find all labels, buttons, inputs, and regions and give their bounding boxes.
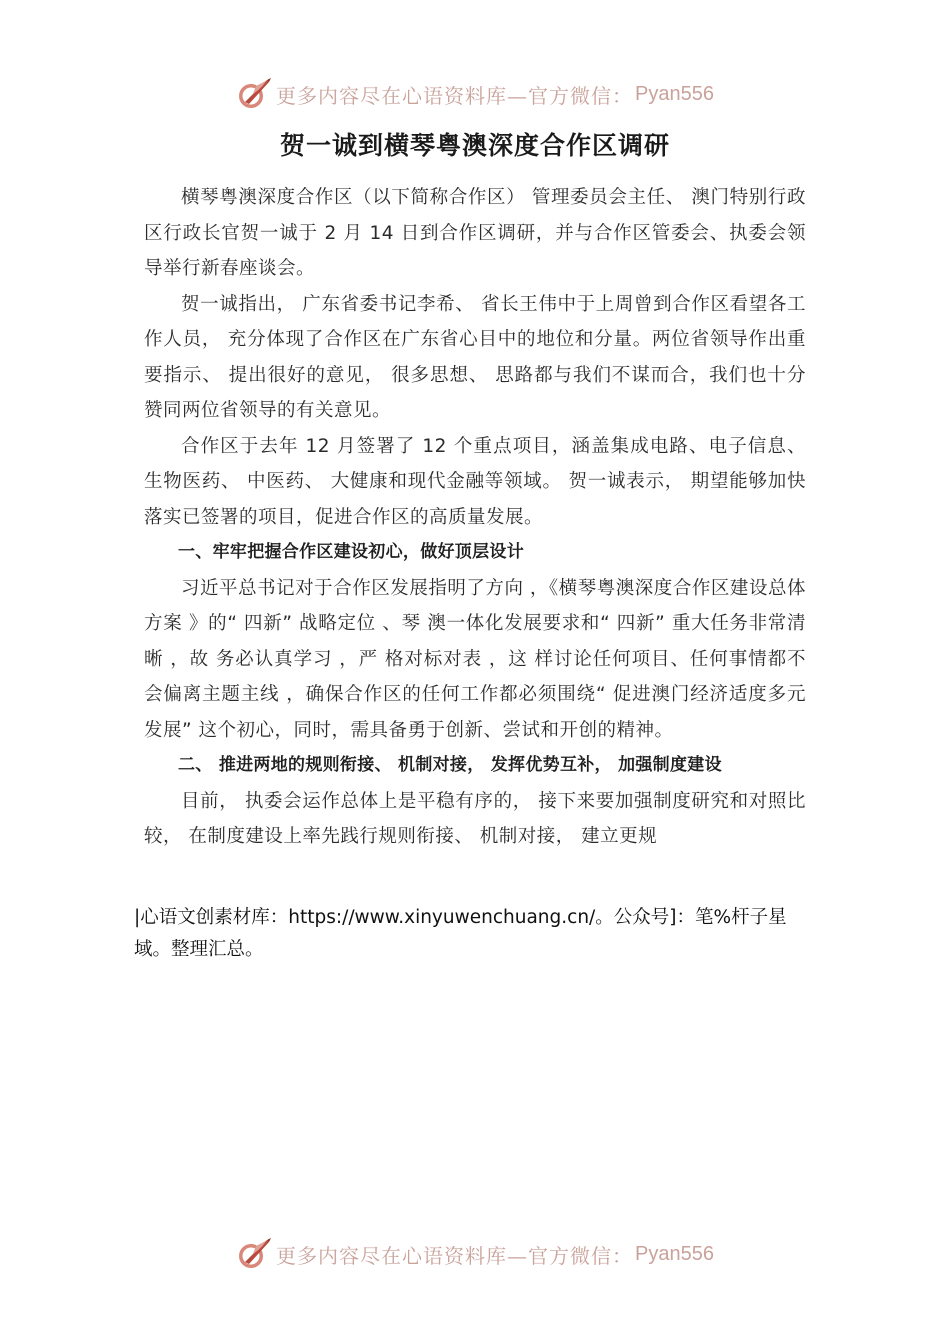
page-title: 贺一诚到横琴粤澳深度合作区调研 [279, 131, 670, 160]
document-body [144, 180, 806, 855]
section-1-text: 习近平总书记对于合作区发展指明了方向 ，《横琴粤澳深度合作区建设总体方案 》的“ 四新” 战略定位 、琴 澳一体化发展要求和“ 四新” 重大任务非常清晰 ，故 务必认真学习 ，严 格对标对表 ，这 样讨论任何项目、任何事情都不会偏离主题主线 ，确保合作区的任何工作都必须围绕“ 促进澳门经济适度多元发展” 这个初心，同时，需具备勇于创新、尝试和开创的精神。 [144, 577, 806, 741]
quill-pen-logo-icon [236, 76, 272, 112]
banner-text: 更多内容尽在心语资料库—官方微信： [276, 83, 634, 108]
wechat-id: Pyan556 [635, 1242, 714, 1265]
paragraph-1: 横琴粤澳深度合作区（以下简称合作区） 管理委员会主任、 澳门特别行政区行政长官贺一诚于 2 月 14 日到合作区调研，并与合作区管委会、执委会领导举行新春座谈会。 [144, 187, 806, 279]
section-1-heading: 一、牢牢把握合作区建设初心，做好顶层设计 [178, 542, 524, 562]
quill-pen-logo-icon [236, 1236, 272, 1272]
wechat-id: Pyan556 [635, 82, 714, 105]
banner-text: 更多内容尽在心语资料库—官方微信： [276, 1243, 634, 1268]
paragraph-2: 贺一诚指出， 广东省委书记李希、 省长王伟中于上周曾到合作区看望各工作人员， 充分体现了合作区在广东省心目中的地位和分量。两位省领导作出重要指示、 提出很好的意见， 很多思想、 思路都与我们不谋而合，我们也十分赞同两位省领导的有关意见。 [144, 293, 806, 421]
footer-banner [0, 1232, 950, 1276]
section-2-text: 目前， 执委会运作总体上是平稳有序的， 接下来要加强制度研究和对照比较， 在制度建设上率先践行规则衔接、 机制对接， 建立更规 [144, 790, 806, 847]
section-2-heading: 二、 推进两地的规则衔接、 机制对接， 发挥优势互补， 加强制度建设 [178, 755, 722, 775]
header-banner [0, 72, 950, 116]
paragraph-3: 合作区于去年 12 月签署了 12 个重点项目，涵盖集成电路、电子信息、 生物医药、 中医药、 大健康和现代金融等领域。 贺一诚表示， 期望能够加快落实已签署的项目，促进合作区的高质量发展。 [144, 435, 806, 528]
source-note: |心语文创素材库：https://www.xinyuwenchuang.cn/。公众号]：笔%杆子星域。整理汇总。 [134, 907, 787, 960]
